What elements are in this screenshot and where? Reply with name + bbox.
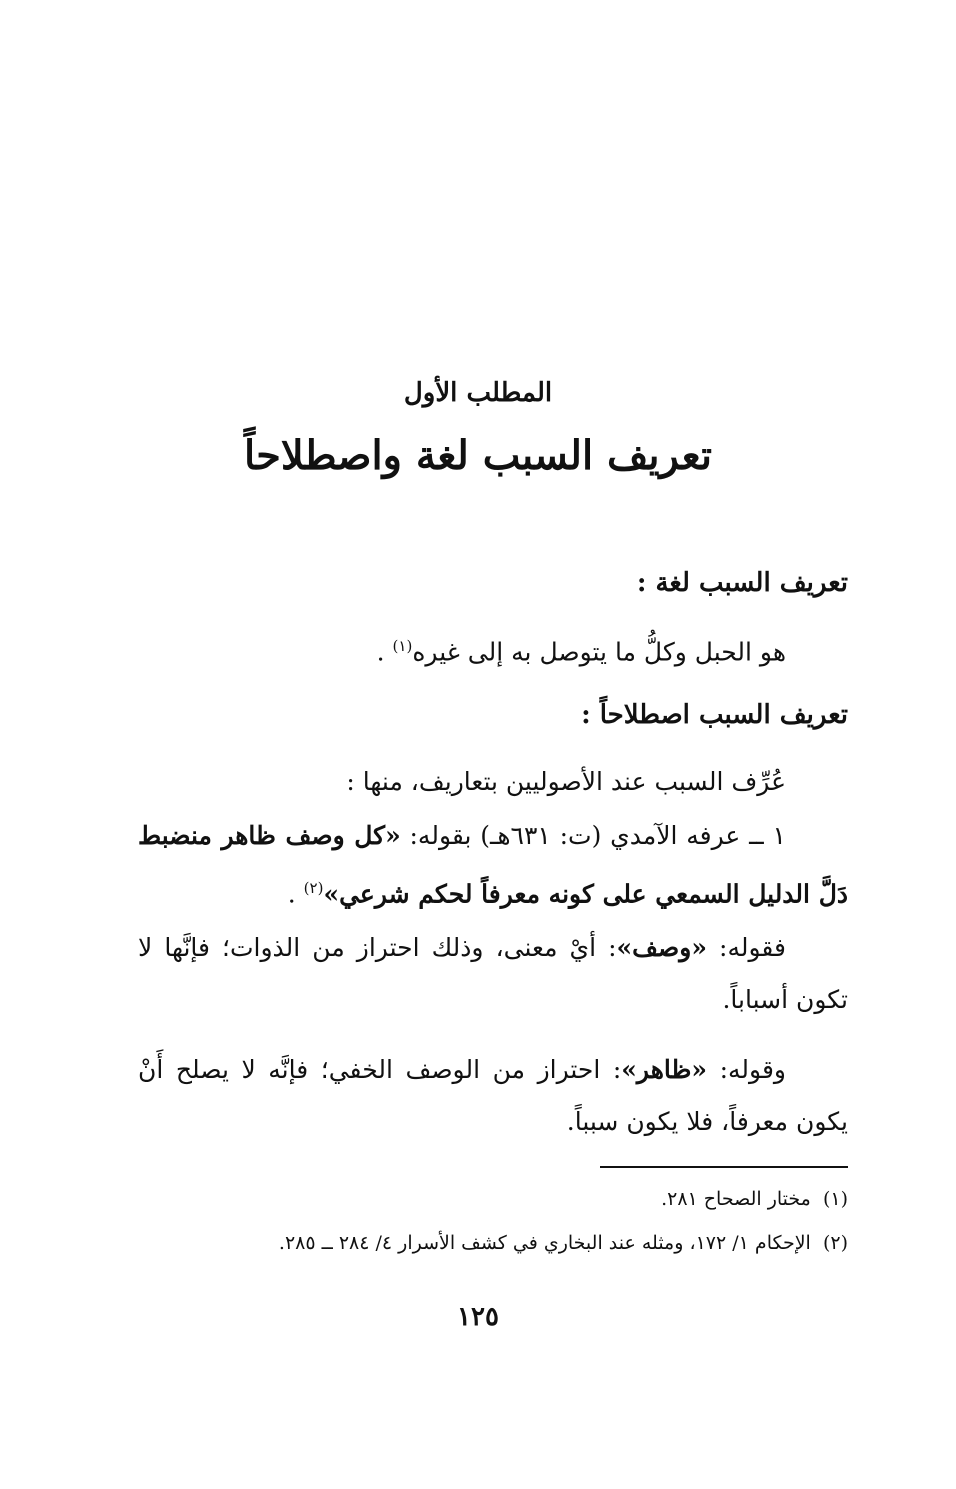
- footnote-2-text: الإحكام ١/ ١٧٢، ومثله عند البخاري في كشف الأسرار ٤/ ٢٨٤ ــ ٢٨٥.: [278, 1232, 811, 1254]
- explanation-wasf-lead: فقوله:: [706, 933, 787, 962]
- definition-1-quote: «كل وصف ظاهر منضبط دَلَّ الدليل السمعي على كونه معرفاً لحكم شرعي»: [138, 821, 848, 909]
- explanation-wasf: [138, 922, 848, 1026]
- footnote-divider: [600, 1166, 848, 1168]
- explanation-wasf-text: : أيْ معنى، وذلك احتراز من الذوات؛ فإنَّها لا تكون أسباباً.: [138, 933, 848, 1014]
- linguistic-text: هو الحبل وكلُّ ما يتوصل به إلى غيره: [412, 637, 786, 667]
- linguistic-definition-text: [138, 620, 848, 678]
- linguistic-end: .: [376, 637, 393, 667]
- footnote-ref-2: (٢): [303, 879, 324, 897]
- footnote-1: [128, 1184, 848, 1214]
- definition-1: [138, 810, 848, 920]
- section-label: المطلب الأول: [403, 378, 553, 408]
- technical-definition-heading: تعريف السبب اصطلاحاً :: [581, 700, 848, 730]
- term-zahir: «ظاهر»: [621, 1055, 708, 1084]
- footnote-2-number: (٢): [822, 1232, 848, 1254]
- page-number: ١٢٥: [457, 1302, 499, 1332]
- explanation-zahir-text: : احتراز من الوصف الخفي؛ فإنَّه لا يصلح أَنْ يكون معرفاً، فلا يكون سبباً.: [138, 1055, 848, 1136]
- definition-1-end: .: [287, 879, 304, 909]
- footnote-1-number: (١): [822, 1188, 848, 1210]
- footnote-ref-1: (١): [392, 637, 413, 655]
- explanation-zahir-lead: وقوله:: [707, 1055, 786, 1084]
- definition-1-intro: ١ ــ عرفه الآمدي (ت: ٦٣١هـ) بقوله:: [400, 821, 786, 850]
- section-title: تعريف السبب لغة واصطلاحاً: [243, 432, 713, 479]
- explanation-zahir: [138, 1044, 848, 1148]
- footnote-2: [128, 1228, 848, 1258]
- linguistic-definition-heading: تعريف السبب لغة :: [636, 568, 848, 598]
- term-wasf: «وصف»: [616, 933, 707, 962]
- footnote-1-text: مختار الصحاح ٢٨١.: [661, 1188, 811, 1210]
- technical-intro: عُرِّف السبب عند الأصوليين بتعاريف، منها :: [346, 767, 786, 796]
